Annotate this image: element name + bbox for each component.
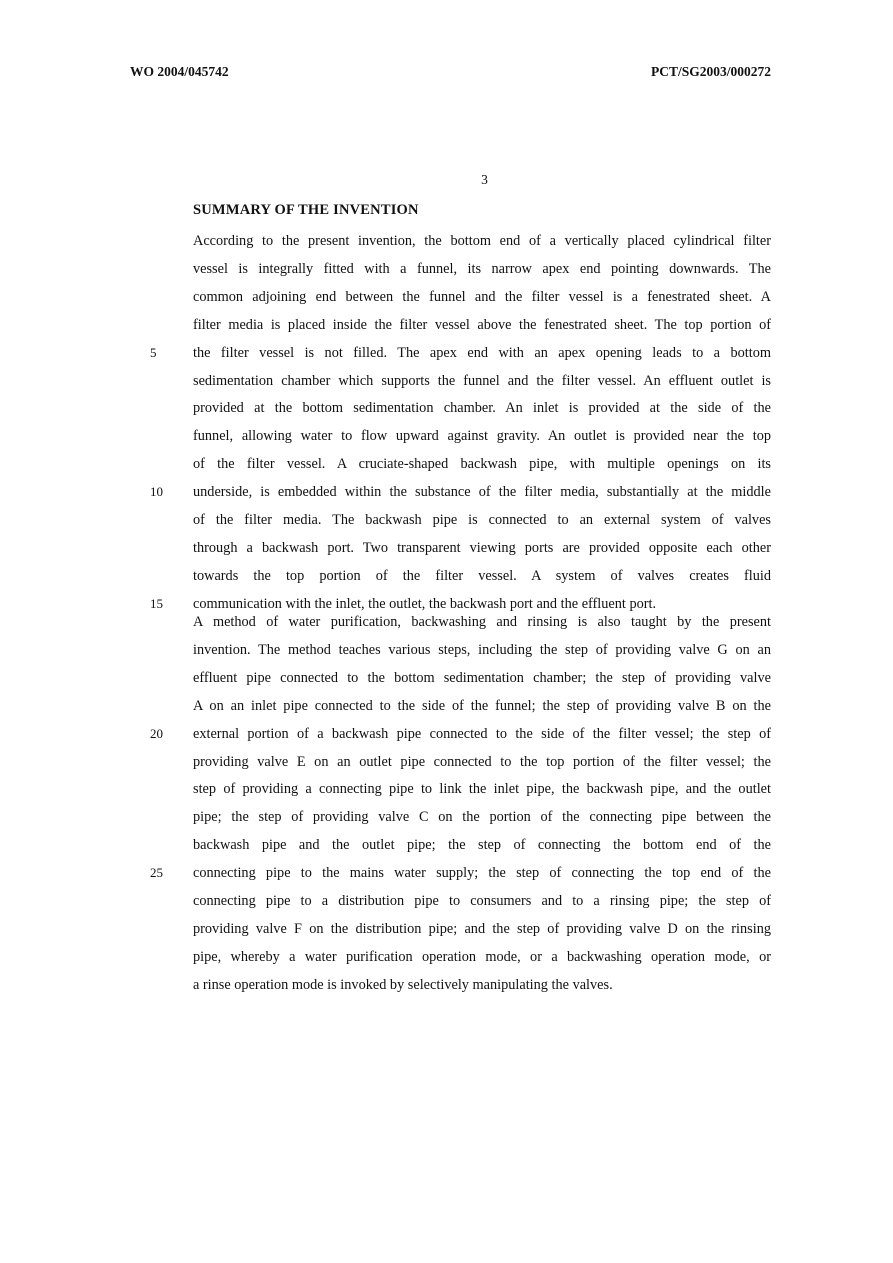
text-line: through a backwash port. Two transparent viewing ports are provided opposite each other	[193, 539, 771, 556]
text-line: of the filter vessel. A cruciate-shaped backwash pipe, with multiple openings on its	[193, 456, 771, 473]
text-line: of the filter media. The backwash pipe is connected to an external system of valves	[193, 512, 771, 528]
publication-number: WO 2004/045742	[130, 64, 229, 79]
text-line: filter media is placed inside the filter vessel above the fenestrated sheet. The top portion of	[193, 316, 771, 333]
text-line: sedimentation chamber which supports the funnel and the filter vessel. An effluent outlet is	[193, 372, 771, 389]
text-line: effluent pipe connected to the bottom sedimentation chamber; the step of providing valve	[193, 669, 771, 686]
text-line: underside, is embedded within the substance of the filter media, substantially at the middle	[193, 484, 771, 501]
text-line: provided at the bottom sedimentation chamber. An inlet is provided at the side of the	[193, 400, 771, 417]
text-line: connecting pipe to a distribution pipe to consumers and to a rinsing pipe; the step of	[193, 893, 771, 909]
text-line: pipe; the step of providing valve C on the portion of the connecting pipe between the	[193, 809, 771, 826]
section-heading: SUMMARY OF THE INVENTION	[193, 202, 419, 218]
text-line: backwash pipe and the outlet pipe; the step of connecting the bottom end of the	[193, 837, 771, 854]
text-line: connecting pipe to the mains water supply; the step of connecting the top end of the	[193, 865, 771, 882]
line-number: 10	[150, 484, 163, 500]
line-number: 25	[150, 865, 163, 881]
text-line: towards the top portion of the filter vessel. A system of valves creates fluid	[193, 567, 771, 584]
text-line: providing valve E on an outlet pipe connected to the top portion of the filter vessel; the	[193, 753, 771, 770]
text-line: the filter vessel is not filled. The apex end with an apex opening leads to a bottom	[193, 344, 771, 361]
text-line: vessel is integrally fitted with a funnel, its narrow apex end pointing downwards. The	[193, 260, 771, 277]
text-line: pipe, whereby a water purification operation mode, or a backwashing operation mode, or	[193, 948, 771, 965]
application-number: PCT/SG2003/000272	[650, 64, 771, 79]
text-line: According to the present invention, the bottom end of a vertically placed cylindrical filter	[193, 233, 771, 249]
text-line: external portion of a backwash pipe connected to the side of the filter vessel; the step of	[193, 725, 771, 742]
line-number: 15	[150, 595, 163, 611]
text-line: communication with the inlet, the outlet, the backwash port and the effluent port.	[193, 595, 657, 612]
text-line: invention. The method teaches various steps, including the step of providing valve G on an	[193, 641, 771, 658]
page-header	[130, 64, 771, 80]
text-line: A on an inlet pipe connected to the side of the funnel; the step of providing valve B on the	[193, 697, 771, 714]
line-number: 5	[150, 344, 157, 360]
text-line: funnel, allowing water to flow upward against gravity. An outlet is provided near the top	[193, 428, 771, 445]
line-number: 20	[150, 725, 163, 741]
text-line: step of providing a connecting pipe to link the inlet pipe, the backwash pipe, and the outlet	[193, 781, 771, 798]
text-line: common adjoining end between the funnel and the filter vessel is a fenestrated sheet. A	[193, 288, 771, 305]
text-line: providing valve F on the distribution pipe; and the step of providing valve D on the rinsing	[193, 920, 771, 937]
text-line: a rinse operation mode is invoked by selectively manipulating the valves.	[193, 976, 613, 993]
text-line: A method of water purification, backwashing and rinsing is also taught by the present	[193, 614, 771, 630]
page-number: 3	[481, 172, 488, 187]
